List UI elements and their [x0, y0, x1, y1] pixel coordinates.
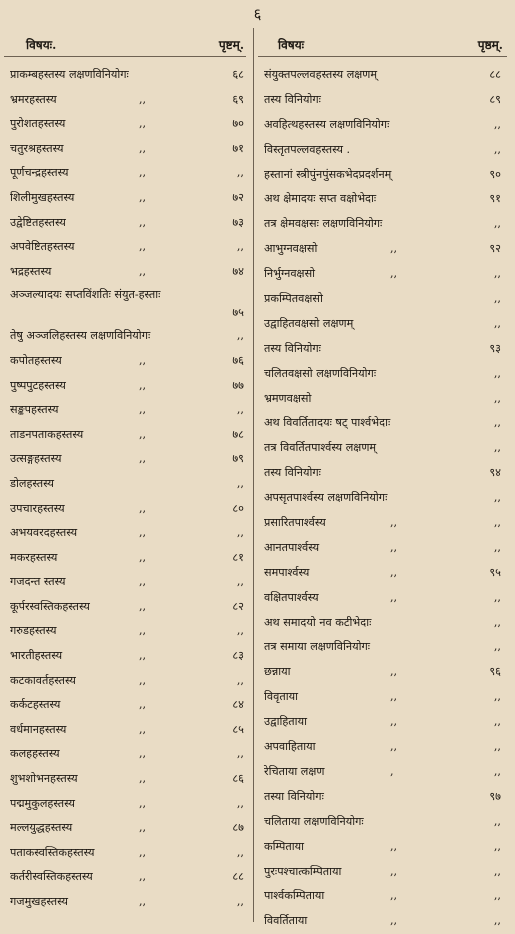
- entry-page-number: ,,: [493, 516, 501, 530]
- entry-title: उपचारहस्तस्य: [10, 501, 65, 515]
- ditto-mark: ,,: [390, 839, 398, 853]
- index-entry: [258, 710, 513, 735]
- header-rule: [4, 56, 246, 57]
- entry-title: प्रकम्पितवक्षसो: [264, 292, 323, 306]
- ditto-mark: ,,: [390, 914, 398, 928]
- entry-page-number: ८८: [232, 870, 244, 884]
- entry-page-number: ,,: [236, 673, 244, 687]
- ditto-mark: ,,: [139, 599, 147, 613]
- ditto-mark: ,,: [390, 889, 398, 903]
- ditto-mark: ,,: [139, 215, 147, 229]
- index-entry: [258, 387, 513, 412]
- entry-page-number: ,,: [493, 441, 501, 455]
- entry-title: पताकस्वस्तिकहस्तस्य: [10, 845, 95, 859]
- entry-page-number: ,,: [493, 540, 501, 554]
- ditto-mark: ,,: [139, 264, 147, 278]
- entry-title: पद्ममुकुलहस्तस्य: [10, 796, 75, 810]
- index-entry: [258, 436, 513, 461]
- index-entry: [258, 735, 513, 760]
- index-entry: [258, 461, 513, 486]
- entry-page-number: ९३: [489, 341, 501, 355]
- entry-page-number: ९२: [489, 242, 501, 256]
- entry-title: अवहित्थहस्तस्य लक्षणविनियोगः: [264, 117, 390, 131]
- entry-page-number: ९४: [489, 466, 501, 480]
- entry-page-number: ८२: [232, 599, 244, 613]
- entry-page-number: ८९: [489, 92, 501, 106]
- entry-page-number: ,,: [493, 366, 501, 380]
- ditto-mark: ,,: [139, 240, 147, 254]
- index-entry: [258, 163, 513, 188]
- entry-title: कर्कटहस्तस्य: [10, 698, 61, 712]
- entry-page-number: ,,: [493, 615, 501, 629]
- ditto-mark: ,,: [139, 190, 147, 204]
- entry-title: विवृताया: [264, 690, 298, 704]
- index-entry: [258, 561, 513, 586]
- ditto-mark: ,,: [139, 550, 147, 564]
- ditto-mark: ,,: [139, 353, 147, 367]
- entry-page-number: ७७: [232, 378, 244, 392]
- entry-page-number: ,,: [236, 624, 244, 638]
- ditto-mark: ,,: [139, 722, 147, 736]
- ditto-mark: ,,: [139, 452, 147, 466]
- ditto-mark: ,,: [139, 501, 147, 515]
- entry-title: अपवाहिताया: [264, 740, 316, 754]
- entry-title: अपवेष्टितहस्तस्य: [10, 240, 75, 254]
- entry-title: अभयवरदहस्तस्य: [10, 526, 78, 540]
- entry-title: कूर्परस्वस्तिकहस्तस्य: [10, 599, 90, 613]
- index-entry: [258, 611, 513, 636]
- entry-page-number: ,,: [493, 316, 501, 330]
- entry-page-number: ,,: [493, 217, 501, 231]
- entry-title: रेचिताया लक्षण: [264, 764, 325, 778]
- index-entry: [4, 161, 252, 186]
- index-entry: [4, 521, 252, 546]
- entry-page-number: ,,: [493, 267, 501, 281]
- entry-title: हस्तानां स्त्रीपुंनपुंसकभेदप्रदर्शनम्: [264, 167, 392, 181]
- entry-page-number: ,,: [236, 329, 244, 343]
- entry-title: ताडनपताकहस्तस्य: [10, 427, 84, 441]
- index-entry: [258, 88, 513, 113]
- entry-page-number: ७३: [232, 215, 244, 229]
- left-column-header: [4, 32, 252, 56]
- entry-title: वर्धमानहस्तस्य: [10, 722, 67, 736]
- entry-title: पूर्णचन्द्रहस्तस्य: [10, 166, 69, 180]
- index-entry: [258, 287, 513, 312]
- entry-page-number: ७१: [232, 141, 244, 155]
- entry-title: निर्भुग्नवक्षसो: [264, 267, 316, 281]
- ditto-mark: ,,: [139, 378, 147, 392]
- entry-title: प्रसारितपार्श्वस्य: [264, 516, 326, 530]
- entry-title: तस्य विनियोगः: [264, 466, 321, 480]
- page-heading: पृष्ठम्.: [477, 38, 503, 52]
- ditto-mark: ,,: [390, 864, 398, 878]
- page-heading: पृष्टम्.: [218, 38, 244, 52]
- entry-title: भद्रहस्तस्य: [10, 264, 52, 278]
- index-entry: [4, 792, 252, 817]
- page-number: ६: [253, 5, 262, 23]
- entry-title: तत्र विवर्तितपार्श्वस्य लक्षणम्: [264, 441, 377, 455]
- entry-title: कर्तरीस्वस्तिकहस्तस्य: [10, 870, 93, 884]
- ditto-mark: ,,: [139, 141, 147, 155]
- entry-page-number: ७६: [232, 353, 244, 367]
- entry-page-number: ७४: [232, 264, 244, 278]
- entry-title: तस्य विनियोगः: [264, 341, 321, 355]
- entry-page-number: ,,: [236, 796, 244, 810]
- index-entry: [258, 362, 513, 387]
- index-entry: [4, 423, 252, 448]
- entry-title: आभुग्नवक्षसो: [264, 242, 318, 256]
- index-entry: [258, 138, 513, 163]
- entry-title: संयुक्तपल्लवहस्तस्य लक्षणम्: [264, 68, 378, 81]
- ditto-mark: ,,: [139, 92, 147, 106]
- right-column-header: [258, 32, 513, 56]
- ditto-mark: ,,: [139, 870, 147, 884]
- ditto-mark: ,,: [139, 895, 147, 908]
- entry-title: पार्श्वकम्पिताया: [264, 889, 325, 903]
- entry-title: गरुडहस्तस्य: [10, 624, 57, 638]
- entry-page-number: ८५: [232, 722, 244, 736]
- entry-title: शुभशोभनहस्तस्य: [10, 772, 78, 786]
- entry-page-number: ९७: [489, 789, 501, 803]
- entry-title: छन्नाया: [264, 665, 291, 679]
- entry-title: तस्य विनियोगः: [264, 92, 321, 106]
- entry-title: प्राकम्बहस्तस्य लक्षणविनियोगः: [10, 68, 129, 81]
- index-entry: [258, 860, 513, 885]
- entry-page-number: ६९: [232, 92, 244, 106]
- ditto-mark: ,,: [139, 845, 147, 859]
- entry-page-number: ,,: [493, 117, 501, 131]
- entry-page-number: ९०: [489, 167, 501, 181]
- entry-page-number: ,,: [236, 895, 244, 908]
- entry-title: तत्र समाया लक्षणविनियोगः: [264, 640, 371, 654]
- entry-page-number: ,,: [493, 416, 501, 430]
- index-entry: [4, 644, 252, 669]
- index-entry: [4, 374, 252, 399]
- entry-title: भ्रमरहस्तस्य: [10, 92, 57, 106]
- ditto-mark: ,,: [390, 242, 398, 256]
- ditto-mark: ,,: [139, 427, 147, 441]
- index-entry: [4, 235, 252, 260]
- ditto-mark: ,,: [139, 821, 147, 835]
- ditto-mark: ,,: [390, 590, 398, 604]
- index-entry: [258, 486, 513, 511]
- left-entries-list: [4, 63, 252, 915]
- entry-page-number: ८८: [489, 68, 501, 81]
- entry-page-number: ,,: [236, 747, 244, 761]
- index-entry: [258, 884, 513, 909]
- index-entry: [4, 112, 252, 137]
- entry-page-number: ९५: [489, 565, 501, 579]
- index-entry: [4, 570, 252, 595]
- index-entry: [258, 586, 513, 611]
- ditto-mark: ,,: [139, 526, 147, 540]
- index-entry: [4, 88, 252, 113]
- entry-title: मकरहस्तस्य: [10, 550, 58, 564]
- ditto-mark: ,,: [139, 747, 147, 761]
- index-entry: [258, 411, 513, 436]
- index-entry: [4, 137, 252, 162]
- entry-page-number: ९१: [489, 192, 501, 206]
- ditto-mark: ,,: [139, 624, 147, 638]
- entry-page-number: ,,: [493, 764, 501, 778]
- entry-title: उद्वाहिताया: [264, 715, 307, 729]
- entry-title: मल्लयुद्धहस्तस्य: [10, 821, 73, 835]
- ditto-mark: ,,: [139, 649, 147, 663]
- entry-page-number: ९६: [489, 665, 501, 679]
- entry-page-number: ,,: [493, 292, 501, 306]
- entry-page-number: ,,: [493, 142, 501, 156]
- entry-page-number: ,,: [493, 715, 501, 729]
- ditto-mark: ,,: [390, 715, 398, 729]
- index-entry: [4, 497, 252, 522]
- entry-title: शिलीमुखहस्तस्य: [10, 190, 75, 204]
- entry-title: चतुरश्रहस्तस्य: [10, 141, 64, 155]
- entry-title: तेषु अञ्जलिहस्तस्य लक्षणविनियोगः: [10, 329, 151, 343]
- index-entry: [258, 835, 513, 860]
- column-divider: [253, 28, 254, 922]
- entry-page-number: ,,: [236, 526, 244, 540]
- entry-page-number: ८०: [232, 501, 244, 515]
- index-entry: [4, 841, 252, 866]
- index-entry: [4, 398, 252, 423]
- entry-title: समपार्श्वस्य: [264, 565, 310, 579]
- entry-title: पुरःपश्चात्कम्पिताया: [264, 864, 342, 878]
- index-entry: [258, 660, 513, 685]
- entry-page-number: ८६: [232, 772, 244, 786]
- index-entry: [258, 785, 513, 810]
- index-entry: [4, 742, 252, 767]
- index-entry: [4, 472, 252, 497]
- entry-page-number: ७०: [232, 117, 244, 131]
- index-entry: [258, 187, 513, 212]
- header-rule: [258, 56, 507, 57]
- right-column: [258, 32, 513, 928]
- subject-heading: विषयः.: [26, 38, 57, 52]
- right-entries-list: [258, 63, 513, 934]
- entry-page-number: ७८: [232, 427, 244, 441]
- index-entry: [4, 865, 252, 890]
- ditto-mark: ,,: [139, 575, 147, 589]
- index-entry: [4, 595, 252, 620]
- index-entry: [258, 536, 513, 561]
- ditto-mark: ,: [390, 764, 394, 778]
- entry-page-number: ,,: [236, 240, 244, 254]
- left-column: [4, 32, 252, 922]
- entry-title: अथ विवर्तितादयः षट् पार्श्वभेदाः: [264, 416, 391, 430]
- index-entry: [258, 511, 513, 536]
- ditto-mark: ,,: [390, 267, 398, 281]
- entry-page-number: ७५: [232, 306, 244, 320]
- entry-title: उद्वाहितवक्षसो लक्षणम्: [264, 316, 354, 330]
- index-entry: [4, 619, 252, 644]
- index-entry: [258, 760, 513, 785]
- ditto-mark: ,,: [139, 698, 147, 712]
- index-entry: [4, 260, 252, 285]
- index-entry: [258, 312, 513, 337]
- entry-page-number: ,,: [493, 640, 501, 654]
- index-entry: [4, 816, 252, 841]
- ditto-mark: ,,: [139, 673, 147, 687]
- index-entry: [4, 63, 252, 88]
- ditto-mark: ,,: [390, 665, 398, 679]
- index-entry: [4, 211, 252, 236]
- index-entry: [258, 635, 513, 660]
- index-entry: [258, 212, 513, 237]
- ditto-mark: ,,: [390, 516, 398, 530]
- entry-page-number: ,,: [493, 889, 501, 903]
- entry-page-number: ,,: [236, 403, 244, 417]
- entry-title: तस्या विनियोगः: [264, 789, 324, 803]
- index-entry: [258, 337, 513, 362]
- ditto-mark: ,,: [139, 772, 147, 786]
- index-entry: [4, 349, 252, 374]
- index-entry: [4, 284, 252, 324]
- entry-title: भ्रमणवक्षसो: [264, 391, 312, 405]
- ditto-mark: ,,: [390, 740, 398, 754]
- index-entry: [4, 546, 252, 571]
- index-entry: [4, 693, 252, 718]
- index-entry: [4, 447, 252, 472]
- entry-title: उत्सङ्गहस्तस्य: [10, 452, 62, 466]
- entry-title: कम्पिताया: [264, 839, 305, 853]
- entry-title: विवर्तिताया: [264, 914, 308, 928]
- entry-page-number: ,,: [236, 166, 244, 180]
- index-entry: [4, 669, 252, 694]
- ditto-mark: ,,: [139, 403, 147, 417]
- ditto-mark: ,,: [390, 540, 398, 554]
- entry-title: अथ क्षेमादयः सप्त वक्षोभेदाः: [264, 192, 377, 206]
- ditto-mark: ,,: [390, 690, 398, 704]
- index-entry: [4, 324, 252, 349]
- index-entry: [258, 63, 513, 88]
- entry-title: विस्तृतपल्लवहस्तस्य .: [264, 142, 351, 156]
- entry-title: वक्षितपार्श्वस्य: [264, 590, 319, 604]
- index-entry: [258, 810, 513, 835]
- ditto-mark: ,,: [390, 565, 398, 579]
- ditto-mark: ,,: [139, 796, 147, 810]
- entry-title: अञ्जल्यादयः सप्तविंशतिः संयुत-हस्ताः: [10, 288, 161, 302]
- entry-page-number: ,,: [493, 864, 501, 878]
- index-entry: [4, 767, 252, 792]
- entry-page-number: ६८: [232, 68, 244, 81]
- subject-heading: विषयः: [278, 38, 305, 52]
- entry-title: कटकावर्तहस्तस्य: [10, 673, 76, 687]
- entry-title: सङ्कपहस्तस्य: [10, 403, 59, 417]
- entry-title: कपोतहस्तस्य: [10, 353, 62, 367]
- index-entry: [258, 113, 513, 138]
- index-entry: [258, 909, 513, 934]
- entry-title: तत्र क्षेमवक्षसः लक्षणविनियोगः: [264, 217, 383, 231]
- entry-page-number: ७९: [232, 452, 244, 466]
- entry-page-number: ,,: [493, 914, 501, 928]
- entry-title: कलहहस्तस्य: [10, 747, 60, 761]
- entry-title: भारतीहस्तस्य: [10, 649, 63, 663]
- index-entry: [258, 262, 513, 287]
- index-entry: [258, 237, 513, 262]
- entry-page-number: ,,: [236, 845, 244, 859]
- entry-title: डोलहस्तस्य: [10, 476, 54, 490]
- entry-page-number: ७२: [232, 190, 244, 204]
- entry-title: चलितवक्षसो लक्षणविनियोगः: [264, 366, 377, 380]
- index-entry: [4, 186, 252, 211]
- entry-page-number: ,,: [493, 491, 501, 505]
- entry-page-number: ८३: [232, 649, 244, 663]
- entry-title: पुरोशतहस्तस्य: [10, 117, 66, 131]
- entry-page-number: ,,: [493, 391, 501, 405]
- entry-page-number: ,,: [493, 814, 501, 828]
- entry-title: पुष्पपुटहस्तस्य: [10, 378, 66, 392]
- entry-title: गजमुखहस्तस्य: [10, 895, 68, 908]
- entry-page-number: ,,: [493, 690, 501, 704]
- entry-page-number: ८७: [232, 821, 244, 835]
- index-entry: [4, 718, 252, 743]
- entry-title: अपसृतपार्श्वस्य लक्षणविनियोगः: [264, 491, 388, 505]
- entry-title: चलिताया लक्षणविनियोगः: [264, 814, 364, 828]
- entry-title: आनतपार्श्वस्य: [264, 540, 320, 554]
- entry-title: अथ समादयो नव कटीभेदाः: [264, 615, 372, 629]
- entry-page-number: ८१: [232, 550, 244, 564]
- entry-title: उद्वेष्टितहस्तस्य: [10, 215, 66, 229]
- entry-page-number: ,,: [493, 740, 501, 754]
- entry-page-number: ,,: [236, 476, 244, 490]
- index-entry: [4, 890, 252, 915]
- entry-page-number: ,,: [493, 590, 501, 604]
- entry-page-number: ८४: [232, 698, 244, 712]
- entry-page-number: ,,: [236, 575, 244, 589]
- ditto-mark: ,,: [139, 117, 147, 131]
- entry-page-number: ,,: [493, 839, 501, 853]
- entry-title: गजदन्त स्तस्य: [10, 575, 66, 589]
- ditto-mark: ,,: [139, 166, 147, 180]
- index-entry: [258, 685, 513, 710]
